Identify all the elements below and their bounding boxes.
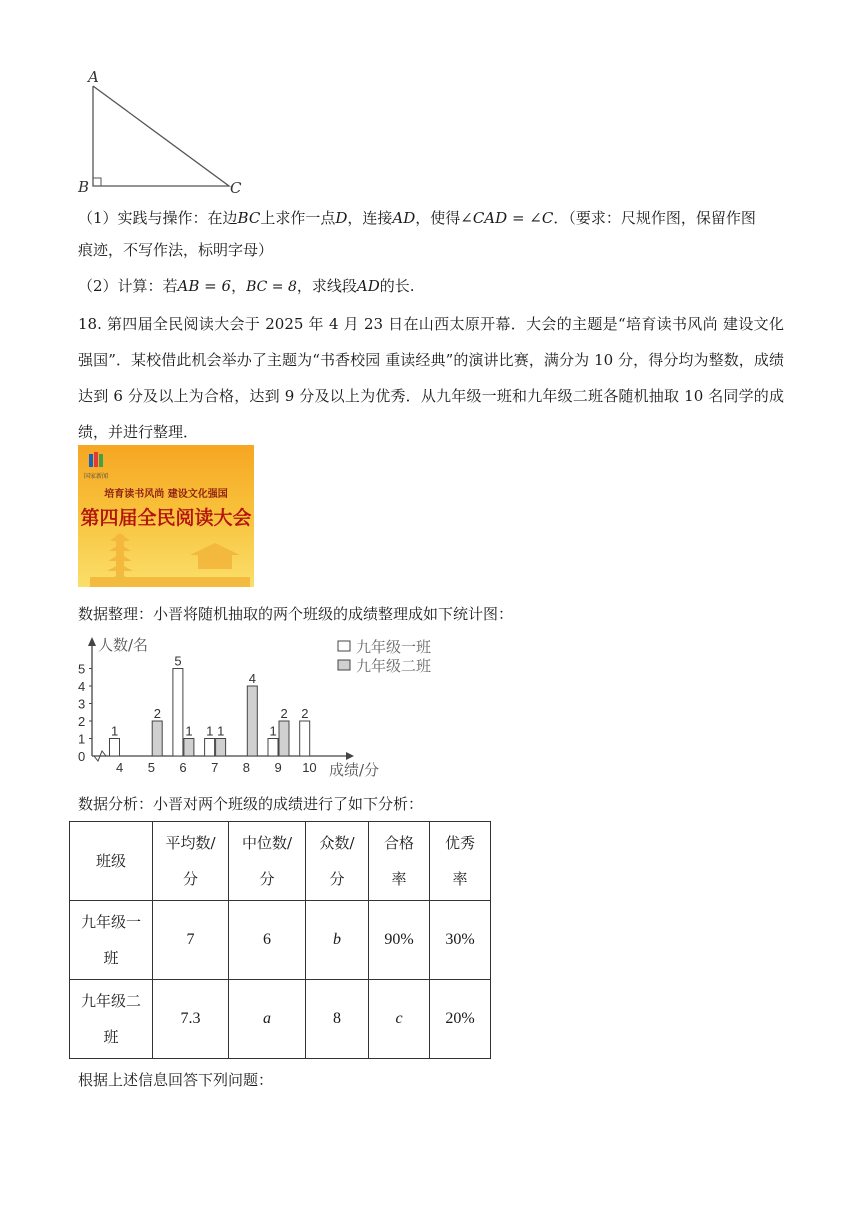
- row2-pass-rate: c: [369, 980, 430, 1059]
- row2-mean: 7.3: [153, 980, 229, 1059]
- data-analysis-text: 数据分析：小晋对两个班级的成绩进行了如下分析：: [78, 795, 424, 813]
- bar-class1: [268, 739, 278, 757]
- seg-bc: BC: [237, 209, 261, 227]
- legend-entry: 九年级一班: [356, 638, 432, 656]
- x-axis-label: 成绩/分: [329, 761, 380, 779]
- seg-ad-2: AD: [356, 277, 380, 295]
- q17-part1-line1: （1）实践与操作：在边BC上求作一点D，连接AD，使得∠CAD = ∠C．（要求：尺规作图，保留作图: [78, 209, 756, 227]
- legend-swatch: [338, 641, 350, 651]
- vertex-label-b: B: [78, 178, 90, 196]
- row2-mode: 8: [306, 980, 369, 1059]
- right-angle-mark: [93, 178, 101, 186]
- row2-median: a: [229, 980, 306, 1059]
- stats-table: [69, 821, 491, 1059]
- x-tick-label: 4: [116, 760, 124, 775]
- reading-conference-poster: [78, 445, 254, 587]
- x-tick-label: 8: [242, 760, 251, 775]
- header-mean: 平均数/ 分: [153, 822, 229, 901]
- triangle-figure: [74, 66, 254, 201]
- y-axis-arrow: [88, 637, 96, 646]
- header-class: 班级: [70, 822, 153, 901]
- table-header-row: [70, 822, 491, 901]
- angle-condition: ∠CAD = ∠C: [460, 209, 554, 227]
- seg-ad: AD: [392, 209, 416, 227]
- eq-ab: AB = 6: [177, 277, 232, 295]
- bar-class2: [216, 739, 226, 757]
- x-tick-label: 5: [147, 760, 155, 775]
- row2-class: 九年级二 班: [70, 980, 153, 1059]
- header-excellent-rate: 优秀 率: [430, 822, 491, 901]
- poster-subtitle: 培育读书风尚 建设文化强国: [104, 489, 228, 500]
- data-label: 1: [269, 723, 277, 739]
- table-row: [70, 901, 491, 980]
- score-bar-chart: [74, 634, 464, 782]
- x-tick-label: 10: [302, 760, 317, 775]
- bar-class2: [152, 721, 162, 756]
- y-axis-label: 人数/名: [98, 636, 149, 654]
- row1-mean: 7: [153, 901, 229, 980]
- data-label: 1: [111, 723, 119, 739]
- bar-class2: [247, 686, 257, 756]
- row2-excellent-rate: 20%: [430, 980, 491, 1059]
- header-pass-rate: 合格 率: [369, 822, 430, 901]
- q18-text: 18. 第四届全民阅读大会于 2025 年 4 月 23 日在山西太原开幕．大会的主题是“培育读书风尚 建设文化强国”．某校借此机会举办了主题为“书香校园 重读经典”的演讲比赛，满分为 10 分，得分均为整数，成绩达到 6 分及以上为合格，达到 9 分及以上为优秀．从九年级一班和九年级二班各随机抽取 10 名同学的成绩，并进行整理．: [78, 315, 784, 441]
- row1-pass-rate: 90%: [369, 901, 430, 980]
- pagoda-silhouette-icon: [90, 525, 250, 587]
- table-row: [70, 980, 491, 1059]
- y-tick-label: 1: [78, 731, 86, 747]
- vertex-label-c: C: [230, 179, 242, 197]
- bar-class1: [300, 721, 310, 756]
- bar-class2: [184, 739, 194, 757]
- data-label: 2: [280, 706, 288, 721]
- x-axis-arrow: [346, 752, 354, 760]
- data-sort-text: 数据整理：小晋将随机抽取的两个班级的成绩整理成如下统计图：: [78, 605, 514, 623]
- bar-class2: [279, 721, 289, 756]
- y-tick-label: 4: [78, 679, 86, 694]
- data-label: 2: [301, 706, 309, 721]
- x-tick-label: 7: [211, 760, 219, 775]
- legend-entry: 九年级二班: [356, 657, 432, 675]
- data-label: 2: [153, 706, 161, 721]
- row1-mode: b: [306, 901, 369, 980]
- closing-text: 根据上述信息回答下列问题：: [78, 1071, 274, 1089]
- x-tick-label: 6: [179, 760, 187, 775]
- row1-median: 6: [229, 901, 306, 980]
- q17-part1-line2: 痕迹，不写作法，标明字母）: [78, 241, 274, 259]
- origin-label: 0: [78, 749, 86, 764]
- header-mode: 众数/ 分: [306, 822, 369, 901]
- row1-excellent-rate: 30%: [430, 901, 491, 980]
- point-d: D: [335, 209, 348, 227]
- data-label: 4: [248, 671, 257, 686]
- bar-class1: [205, 739, 215, 757]
- x-tick-label: 9: [274, 760, 282, 775]
- y-tick-label: 3: [78, 696, 86, 712]
- eq-bc: BC = 8: [246, 279, 297, 295]
- book-logo-icon: [88, 451, 106, 469]
- poster-logo-text: 国家新闻: [84, 473, 109, 480]
- data-label: 5: [174, 653, 182, 669]
- data-label: 1: [206, 723, 214, 739]
- triangle-edges: [93, 86, 229, 186]
- header-median: 中位数/ 分: [229, 822, 306, 901]
- data-label: 1: [185, 723, 193, 739]
- legend-swatch: [338, 660, 350, 670]
- row1-class: 九年级一 班: [70, 901, 153, 980]
- bar-class1: [110, 739, 120, 757]
- vertex-label-a: A: [88, 68, 99, 86]
- poster-title: 第四届全民阅读大会: [80, 507, 252, 529]
- y-tick-label: 2: [78, 714, 86, 729]
- bar-class1: [173, 669, 183, 757]
- q17-part2: （2）计算：若AB = 6，BC = 8，求线段AD的长.: [78, 277, 415, 295]
- data-label: 1: [217, 723, 225, 739]
- y-tick-label: 5: [78, 661, 86, 677]
